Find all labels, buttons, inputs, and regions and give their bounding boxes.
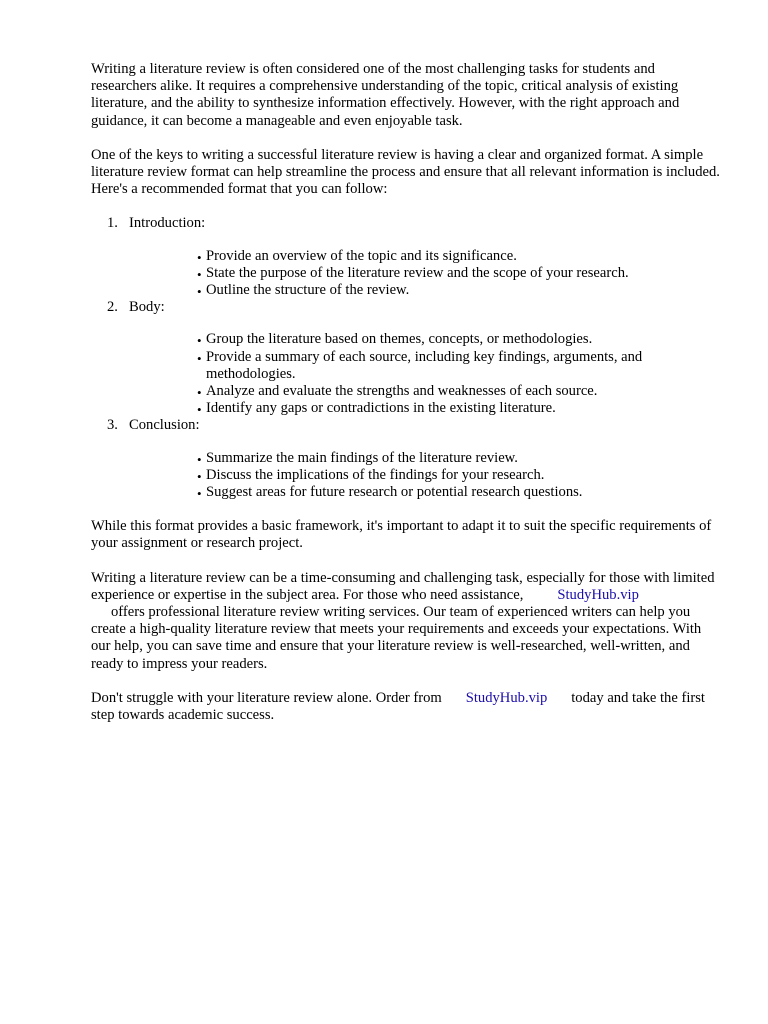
outline-bullets [129,316,723,417]
document-body [91,61,723,741]
studyhub-link[interactable]: StudyHub.vip [465,689,548,706]
closing-text-after: today and take the first step towards academic success. [91,689,705,724]
framework-paragraph: While this format provides a basic framework, it's important to adapt it to suit the specific requirements of your assignment or research project. [91,518,712,552]
closing-paragraph [91,690,723,724]
bullet-item: • Identify any gaps or contradictions in the existing literature. [129,400,723,417]
format-paragraph: One of the keys to writing a successful literature review is having a clear and organized format. A simple literature review format can help streamline the process and ensure that all relevant information is included. Here's a recommended format that you can follow: [91,146,720,198]
outline-item-conclusion [91,417,723,501]
assistance-text-before: Writing a literature review can be a time-consuming and challenging task, especially for those with limited experience or expertise in the subject area. For those who need assistance, [91,569,715,603]
intro-paragraph: Writing a literature review is often considered one of the most challenging tasks for students and researchers alike. It requires a comprehensive understanding of the topic, critical analysis of existing literature, and the ability to synthesize information effectively. However, with the right approach and guidance, it can become a manageable and even enjoyable task. [91,61,680,129]
outline-bullets [129,233,723,300]
bullet-item: • Analyze and evaluate the strengths and weaknesses of each source. [129,383,723,400]
bullet-item: • Summarize the main findings of the literature review. [129,450,723,467]
outline-number: 3. [107,417,118,434]
outline-title: Body: [129,299,165,316]
bullet-item: • Group the literature based on themes, concepts, or methodologies. [129,331,723,348]
bullet-item: • Suggest areas for future research or potential research questions. [129,484,723,501]
bullet-item: • Discuss the implications of the findings for your research. [129,467,723,484]
bullet-item: • Provide an overview of the topic and its significance. [129,248,723,265]
closing-text-before: Don't struggle with your literature review alone. Order from [91,689,442,706]
assistance-paragraph [91,570,723,673]
format-outline [91,215,723,501]
outline-item-introduction [91,215,723,299]
bullet-item: • Provide a summary of each source, including key findings, arguments, and methodologies. [129,349,723,383]
outline-number: 1. [107,215,118,232]
bullet-item: • State the purpose of the literature review and the scope of your research. [129,265,723,282]
outline-bullets [129,435,723,502]
bullet-item: • Outline the structure of the review. [129,282,723,299]
outline-title: Conclusion: [129,417,200,434]
studyhub-link[interactable]: StudyHub.vip [557,586,639,603]
outline-title: Introduction: [129,215,206,232]
outline-number: 2. [107,299,118,316]
outline-item-body [91,299,723,417]
assistance-text-after: offers professional literature review writing services. Our team of experienced writers can help you create a high-quality literature review that meets your requirements and exceeds your expectations. With our help, you can save time and ensure that your literature review is well-researched, well-written, and ready to impress your readers. [91,604,702,672]
